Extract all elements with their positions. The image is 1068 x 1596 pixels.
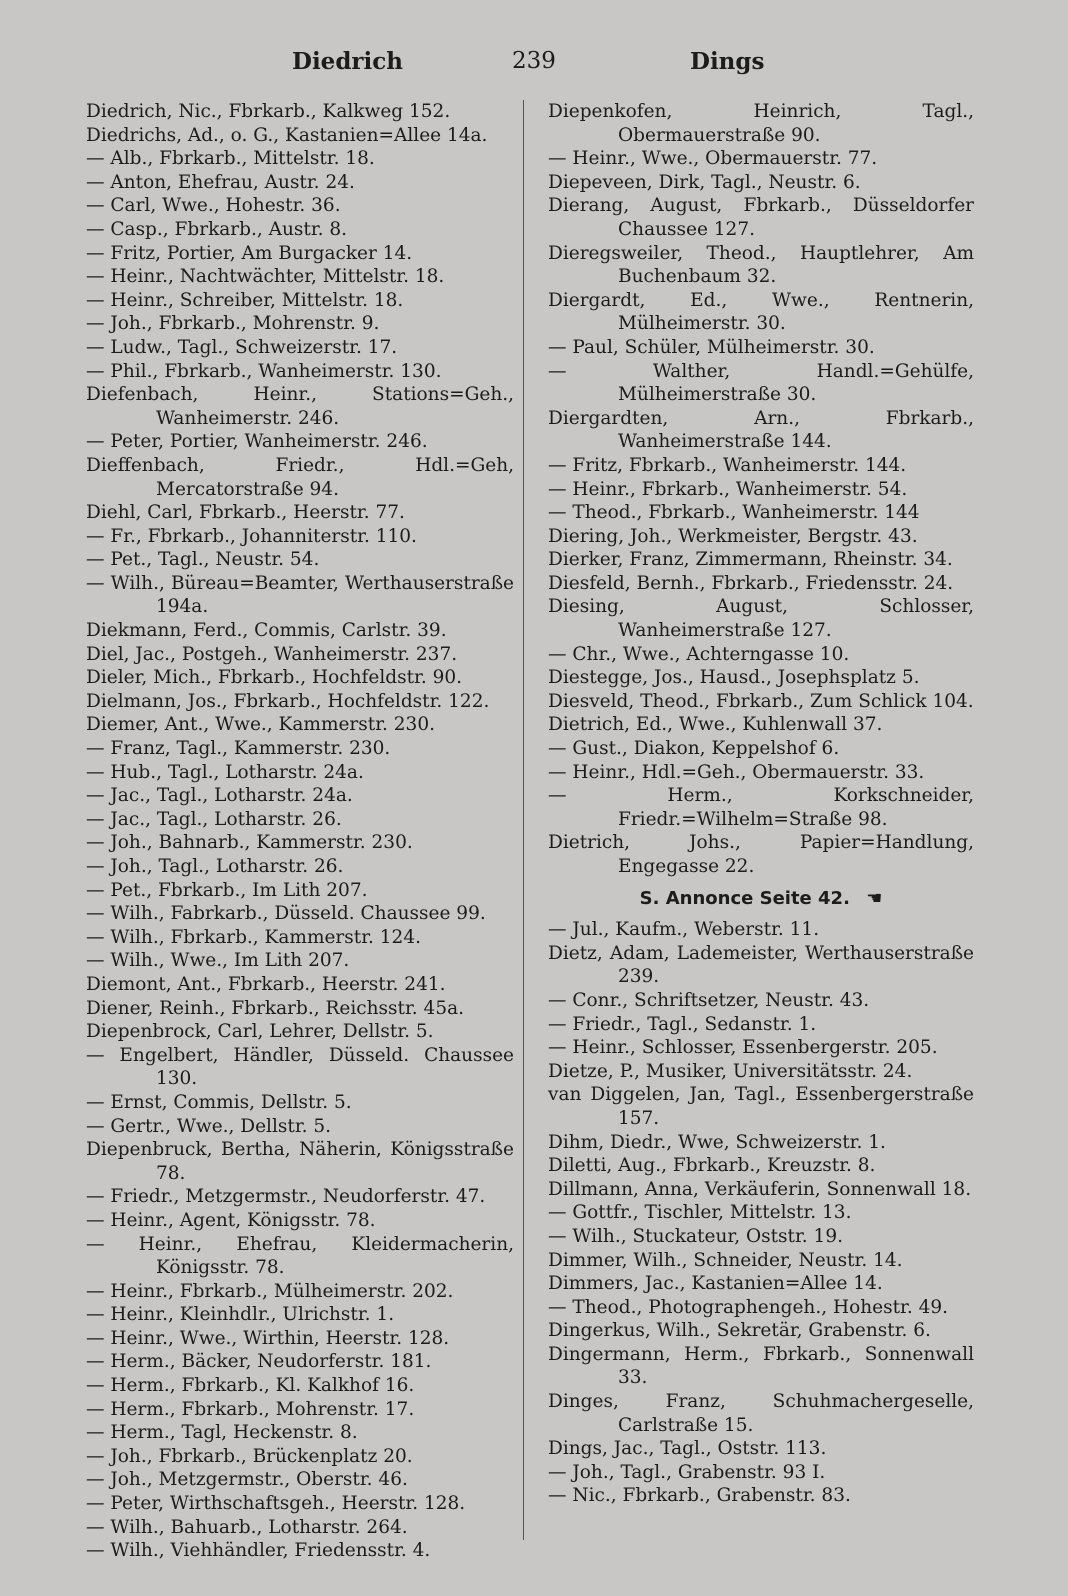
directory-entry: Diepenbrock, Carl, Lehrer, Dellstr. 5. bbox=[86, 1021, 434, 1043]
directory-entry: — Joh., Fbrkarb., Brückenplatz 20. bbox=[86, 1445, 413, 1467]
directory-entry: — Jul., Kaufm., Weberstr. 11. bbox=[548, 919, 820, 941]
directory-entry: — Wilh., Viehhändler, Friedensstr. 4. bbox=[86, 1540, 431, 1562]
directory-entry: — Hub., Tagl., Lotharstr. 24a. bbox=[86, 761, 364, 783]
directory-entry: — Engelbert, Händler, Düsseld. Chaussee 130. bbox=[86, 1044, 514, 1090]
directory-entry: van Diggelen, Jan, Tagl., Essenbergerstraße 157. bbox=[548, 1084, 974, 1129]
directory-entry: — Herm., Fbrkarb., Kl. Kalkhof 16. bbox=[86, 1375, 415, 1397]
directory-entry: — Peter, Portier, Wanheimerstr. 246. bbox=[86, 431, 428, 453]
directory-entry: Diedrichs, Ad., o. G., Kastanien=Allee 14a. bbox=[86, 124, 488, 146]
directory-entry: — Heinr., Hdl.=Geh., Obermauerstr. 33. bbox=[548, 761, 925, 783]
directory-entry: Diesing, August, Schlosser, Wanheimerstraße 127. bbox=[548, 596, 974, 642]
right-column bbox=[548, 100, 974, 1508]
directory-entry: — Herm., Bäcker, Neudorferstr. 181. bbox=[86, 1351, 432, 1373]
directory-entry: — Theod., Fbrkarb., Wanheimerstr. 144 bbox=[548, 502, 920, 524]
directory-entry: — Heinr., Schlosser, Essenbergerstr. 205. bbox=[548, 1037, 938, 1059]
directory-entry: — Heinr., Fbrkarb., Mülheimerstr. 202. bbox=[86, 1280, 454, 1302]
directory-entry: Dierker, Franz, Zimmermann, Rheinstr. 34. bbox=[548, 549, 953, 571]
directory-entry: — Casp., Fbrkarb., Austr. 8. bbox=[86, 218, 348, 240]
directory-entry: Diering, Joh., Werkmeister, Bergstr. 43. bbox=[548, 525, 918, 547]
directory-entry: Dimmer, Wilh., Schneider, Neustr. 14. bbox=[548, 1249, 903, 1271]
directory-entry: Dingermann, Herm., Fbrkarb., Sonnenwall 33. bbox=[548, 1343, 974, 1389]
directory-entry: — Heinr., Agent, Königsstr. 78. bbox=[86, 1209, 376, 1231]
pointing-hand-icon: ☚ bbox=[866, 887, 883, 909]
directory-entry: — Jac., Tagl., Lotharstr. 24a. bbox=[86, 785, 353, 807]
directory-entry: — Ludw., Tagl., Schweizerstr. 17. bbox=[86, 336, 398, 358]
directory-entry: Diepeveen, Dirk, Tagl., Neustr. 6. bbox=[548, 171, 861, 193]
directory-entry: — Walther, Handl.=Gehülfe, Mülheimerstraße 30. bbox=[548, 360, 974, 406]
directory-entry: — Anton, Ehefrau, Austr. 24. bbox=[86, 171, 355, 193]
directory-entry: Diepenbruck, Bertha, Näherin, Königsstraße 78. bbox=[86, 1139, 514, 1184]
directory-entry: — Heinr., Kleinhdlr., Ulrichstr. 1. bbox=[86, 1304, 395, 1326]
directory-entry: — Joh., Tagl., Grabenstr. 93 I. bbox=[548, 1461, 826, 1483]
directory-entry: — Fr., Fbrkarb., Johanniterstr. 110. bbox=[86, 525, 417, 547]
directory-entry: — Wilh., Bahuarb., Lotharstr. 264. bbox=[86, 1516, 408, 1538]
directory-entry: — Joh., Metzgermstr., Oberstr. 46. bbox=[86, 1469, 408, 1491]
directory-entry: Dings, Jac., Tagl., Oststr. 113. bbox=[548, 1438, 827, 1460]
left-column bbox=[86, 100, 514, 1563]
directory-entry: Diemer, Ant., Wwe., Kammerstr. 230. bbox=[86, 714, 435, 736]
directory-entry: — Conr., Schriftsetzer, Neustr. 43. bbox=[548, 989, 870, 1011]
directory-entry: Diesveld, Theod., Fbrkarb., Zum Schlick 104. bbox=[548, 690, 974, 712]
directory-entry: — Pet., Tagl., Neustr. 54. bbox=[86, 549, 320, 571]
directory-entry: — Wilh., Büreau=Beamter, Werthauserstraße 194a. bbox=[86, 572, 514, 618]
directory-entry: Diedrich, Nic., Fbrkarb., Kalkweg 152. bbox=[86, 101, 451, 122]
directory-entry: — Herm., Korkschneider, Friedr.=Wilhelm=Straße 98. bbox=[548, 785, 974, 830]
directory-entry: Dieffenbach, Friedr., Hdl.=Geh, Mercatorstraße 94. bbox=[86, 454, 514, 500]
directory-entry: — Paul, Schüler, Mülheimerstr. 30. bbox=[548, 336, 875, 358]
column-divider bbox=[523, 100, 524, 1540]
directory-entry: Diergardten, Arn., Fbrkarb., Wanheimerstraße 144. bbox=[548, 407, 974, 453]
directory-entry: — Gust., Diakon, Keppelshof 6. bbox=[548, 738, 840, 760]
directory-entry: Dingerkus, Wilh., Sekretär, Grabenstr. 6. bbox=[548, 1320, 931, 1342]
directory-entry: — Chr., Wwe., Achterngasse 10. bbox=[548, 643, 850, 665]
directory-entry: Diemont, Ant., Fbrkarb., Heerstr. 241. bbox=[86, 973, 446, 995]
page-number: 239 bbox=[512, 48, 556, 74]
directory-entry: Dieler, Mich., Fbrkarb., Hochfeldstr. 90. bbox=[86, 667, 463, 689]
directory-entry: Dimmers, Jac., Kastanien=Allee 14. bbox=[548, 1273, 883, 1295]
directory-entry: — Gottfr., Tischler, Mittelstr. 13. bbox=[548, 1202, 852, 1224]
running-head-right: Dings bbox=[690, 48, 765, 75]
directory-entry: Dillmann, Anna, Verkäuferin, Sonnenwall 18. bbox=[548, 1178, 972, 1200]
directory-entry: — Heinr., Ehefrau, Kleidermacherin, Königsstr. 78. bbox=[86, 1233, 514, 1279]
directory-entry: Dietrich, Johs., Papier=Handlung, Engegasse 22. bbox=[548, 832, 974, 877]
directory-entry: Diesfeld, Bernh., Fbrkarb., Friedensstr. 24. bbox=[548, 572, 954, 594]
directory-entry: Dihm, Diedr., Wwe, Schweizerstr. 1. bbox=[548, 1131, 886, 1153]
directory-entry: Diletti, Aug., Fbrkarb., Kreuzstr. 8. bbox=[548, 1155, 876, 1177]
directory-entry: — Heinr., Nachtwächter, Mittelstr. 18. bbox=[86, 266, 445, 288]
right-column-part-a bbox=[548, 100, 974, 879]
directory-entry: — Pet., Fbrkarb., Im Lith 207. bbox=[86, 879, 368, 901]
directory-entry: Diehl, Carl, Fbrkarb., Heerstr. 77. bbox=[86, 502, 405, 524]
directory-entry: Dietze, P., Musiker, Universitätsstr. 24. bbox=[548, 1060, 913, 1082]
directory-entry: Diekmann, Ferd., Commis, Carlstr. 39. bbox=[86, 620, 447, 642]
directory-entry: — Wilh., Stuckateur, Oststr. 19. bbox=[548, 1225, 843, 1247]
directory-entry: — Franz, Tagl., Kammerstr. 230. bbox=[86, 738, 391, 760]
annonce-text: S. Annonce Seite 42. bbox=[639, 887, 850, 909]
directory-entry: Diergardt, Ed., Wwe., Rentnerin, Mülheimerstr. 30. bbox=[548, 289, 974, 335]
directory-entry: — Peter, Wirthschaftsgeh., Heerstr. 128. bbox=[86, 1493, 466, 1515]
directory-entry: — Heinr., Fbrkarb., Wanheimerstr. 54. bbox=[548, 478, 908, 500]
directory-entry: — Ernst, Commis, Dellstr. 5. bbox=[86, 1091, 352, 1113]
directory-entry: — Carl, Wwe., Hohestr. 36. bbox=[86, 195, 341, 217]
directory-entry: Dieregsweiler, Theod., Hauptlehrer, Am Buchenbaum 32. bbox=[548, 242, 974, 288]
directory-entry: — Nic., Fbrkarb., Grabenstr. 83. bbox=[548, 1485, 851, 1507]
directory-entry: Diel, Jac., Postgeh., Wanheimerstr. 237. bbox=[86, 643, 458, 665]
directory-entry: Diener, Reinh., Fbrkarb., Reichsstr. 45a. bbox=[86, 997, 465, 1019]
running-head-left: Diedrich bbox=[292, 48, 403, 75]
directory-entry: — Heinr., Wwe., Wirthin, Heerstr. 128. bbox=[86, 1327, 450, 1349]
directory-entry: — Joh., Fbrkarb., Mohrenstr. 9. bbox=[86, 313, 380, 335]
directory-entry: Dierang, August, Fbrkarb., Düsseldorfer Chaussee 127. bbox=[548, 195, 974, 240]
directory-entry: — Heinr., Wwe., Obermauerstr. 77. bbox=[548, 148, 878, 170]
directory-entry: Diefenbach, Heinr., Stations=Geh., Wanheimerstr. 246. bbox=[86, 384, 514, 429]
directory-entry: Diepenkofen, Heinrich, Tagl., Obermauerstraße 90. bbox=[548, 101, 974, 146]
directory-entry: — Heinr., Schreiber, Mittelstr. 18. bbox=[86, 289, 404, 311]
directory-entry: — Alb., Fbrkarb., Mittelstr. 18. bbox=[86, 148, 375, 170]
directory-entry: Dietrich, Ed., Wwe., Kuhlenwall 37. bbox=[548, 714, 883, 736]
directory-entry: — Friedr., Metzgermstr., Neudorferstr. 47. bbox=[86, 1186, 486, 1208]
directory-entry: — Joh., Bahnarb., Kammerstr. 230. bbox=[86, 832, 413, 854]
directory-entry: — Theod., Photographengeh., Hohestr. 49. bbox=[548, 1296, 949, 1318]
directory-entry: — Phil., Fbrkarb., Wanheimerstr. 130. bbox=[86, 360, 442, 382]
directory-entry: — Fritz, Portier, Am Burgacker 14. bbox=[86, 242, 413, 264]
directory-entry: — Wilh., Wwe., Im Lith 207. bbox=[86, 950, 350, 972]
directory-entry: Dietz, Adam, Lademeister, Werthauserstraße 239. bbox=[548, 942, 974, 988]
directory-entry: — Gertr., Wwe., Dellstr. 5. bbox=[86, 1115, 332, 1137]
directory-entry: — Fritz, Fbrkarb., Wanheimerstr. 144. bbox=[548, 454, 907, 476]
directory-entry: — Wilh., Fabrkarb., Düsseld. Chaussee 99. bbox=[86, 903, 486, 925]
directory-entry: Dinges, Franz, Schuhmachergeselle, Carlstraße 15. bbox=[548, 1391, 974, 1436]
annonce-note bbox=[548, 879, 974, 919]
directory-entry: Diestegge, Jos., Hausd., Josephsplatz 5. bbox=[548, 667, 920, 689]
page-header bbox=[0, 48, 1068, 82]
directory-entry: — Joh., Tagl., Lotharstr. 26. bbox=[86, 856, 344, 877]
directory-entry: — Wilh., Fbrkarb., Kammerstr. 124. bbox=[86, 926, 421, 948]
directory-entry: — Herm., Tagl, Heckenstr. 8. bbox=[86, 1422, 358, 1444]
right-column-part-b bbox=[548, 918, 974, 1508]
directory-entry: — Jac., Tagl., Lotharstr. 26. bbox=[86, 808, 342, 830]
directory-entry: — Herm., Fbrkarb., Mohrenstr. 17. bbox=[86, 1398, 415, 1420]
directory-entry: Dielmann, Jos., Fbrkarb., Hochfeldstr. 122. bbox=[86, 690, 490, 712]
directory-entry: — Friedr., Tagl., Sedanstr. 1. bbox=[548, 1013, 817, 1035]
